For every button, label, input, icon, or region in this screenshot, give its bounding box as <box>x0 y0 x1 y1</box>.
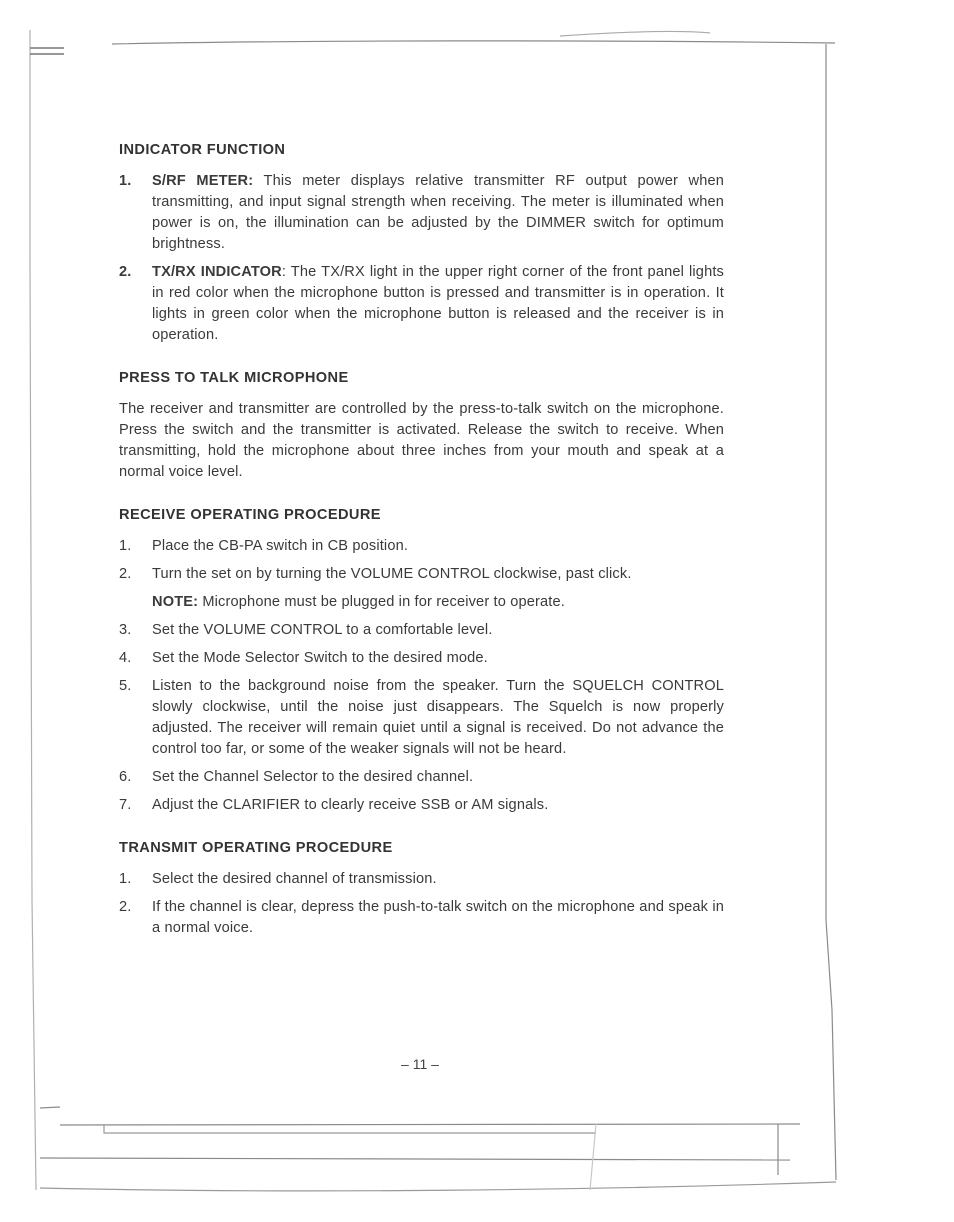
bottom-fold-line <box>590 1124 596 1190</box>
note-text <box>152 592 724 613</box>
list-item <box>119 648 724 669</box>
list-item <box>119 536 724 557</box>
press-to-talk-paragraph: The receiver and transmitter are controlled by the press-to-talk switch on the microphone. Press the switch and the transmitter is activated. Release the switch to receive. When transmitting, hold the microphone about three inches from your mouth and speak at a normal voice level. <box>119 401 724 480</box>
receive-procedure-heading: RECEIVE OPERATING PROCEDURE <box>119 507 381 523</box>
indicator-function-heading: INDICATOR FUNCTION <box>119 142 286 158</box>
left-tab-mark <box>30 48 64 54</box>
item-lead: S/RF METER: <box>152 173 254 189</box>
item-text: Set the Mode Selector Switch to the desired mode. <box>152 650 488 666</box>
item-text: Turn the set on by turning the VOLUME CONTROL clockwise, past click. <box>152 566 632 582</box>
bottom-line-4 <box>40 1182 836 1191</box>
item-text: Set the Channel Selector to the desired channel. <box>152 769 474 785</box>
bottom-line-2 <box>104 1125 596 1133</box>
note-lead: NOTE: <box>152 594 199 610</box>
item-number: 6. <box>119 769 132 785</box>
list-item <box>119 564 724 585</box>
left-edge-line <box>30 30 36 1190</box>
page-content <box>119 140 724 961</box>
list-item <box>119 897 724 939</box>
item-number: 1. <box>119 173 132 189</box>
item-number: 5. <box>119 678 132 694</box>
item-number: 1. <box>119 538 132 554</box>
note-body: Microphone must be plugged in for receiver to operate. <box>198 594 565 610</box>
right-edge-line <box>826 44 836 1180</box>
transmit-procedure-heading: TRANSMIT OPERATING PROCEDURE <box>119 840 393 856</box>
item-text: Place the CB-PA switch in CB position. <box>152 538 409 554</box>
item-lead: TX/RX INDICATOR <box>152 264 282 280</box>
list-item <box>119 795 724 816</box>
item-number: 4. <box>119 650 132 666</box>
item-number: 2. <box>119 899 132 915</box>
list-item <box>119 620 724 641</box>
list-item <box>119 767 724 788</box>
page-number: – 11 – <box>401 1056 439 1072</box>
item-text <box>152 262 724 346</box>
item-text <box>152 171 724 255</box>
bottom-left-tick <box>40 1107 60 1108</box>
list-item <box>119 676 724 760</box>
press-to-talk-heading: PRESS TO TALK MICROPHONE <box>119 370 349 386</box>
item-text: If the channel is clear, depress the push-to-talk switch on the microphone and speak in a normal voice. <box>152 899 724 936</box>
item-number: 1. <box>119 871 132 887</box>
top-border-tail <box>560 32 710 36</box>
press-to-talk-section <box>119 368 724 483</box>
item-number: 2. <box>119 566 132 582</box>
item-body: : The TX/RX light in the upper right corner of the front panel lights in red color when the microphone button is pressed and transmitter is in operation. It lights in green color when the microphone button is released and the receiver is in operation. <box>152 264 724 343</box>
bottom-line-3 <box>40 1158 790 1160</box>
item-text: Adjust the CLARIFIER to clearly receive SSB or AM signals. <box>152 797 549 813</box>
item-number: 2. <box>119 264 132 280</box>
bottom-line-1 <box>60 1124 800 1125</box>
item-text: Listen to the background noise from the speaker. Turn the SQUELCH CONTROL slowly clockwise, until the noise just disappears. The Squelch is now properly adjusted. The receiver will remain quiet until a signal is received. Do not advance the control too far, or some of the weaker signals will not be heard. <box>152 678 724 757</box>
indicator-function-section <box>119 140 724 346</box>
receive-procedure-section <box>119 505 724 816</box>
list-item <box>119 171 724 255</box>
list-item <box>119 262 724 346</box>
list-item <box>119 869 724 890</box>
item-text: Set the VOLUME CONTROL to a comfortable level. <box>152 622 493 638</box>
item-number: 7. <box>119 797 132 813</box>
item-text: Select the desired channel of transmission. <box>152 871 437 887</box>
top-border-line <box>112 41 835 44</box>
item-body: This meter displays relative transmitter RF output power when transmitting, and input signal strength when receiving. The meter is illuminated when power is on, the illumination can be adjusted by the DIMMER switch for optimum brightness. <box>152 173 725 252</box>
item-number: 3. <box>119 622 132 638</box>
transmit-procedure-section <box>119 838 724 939</box>
